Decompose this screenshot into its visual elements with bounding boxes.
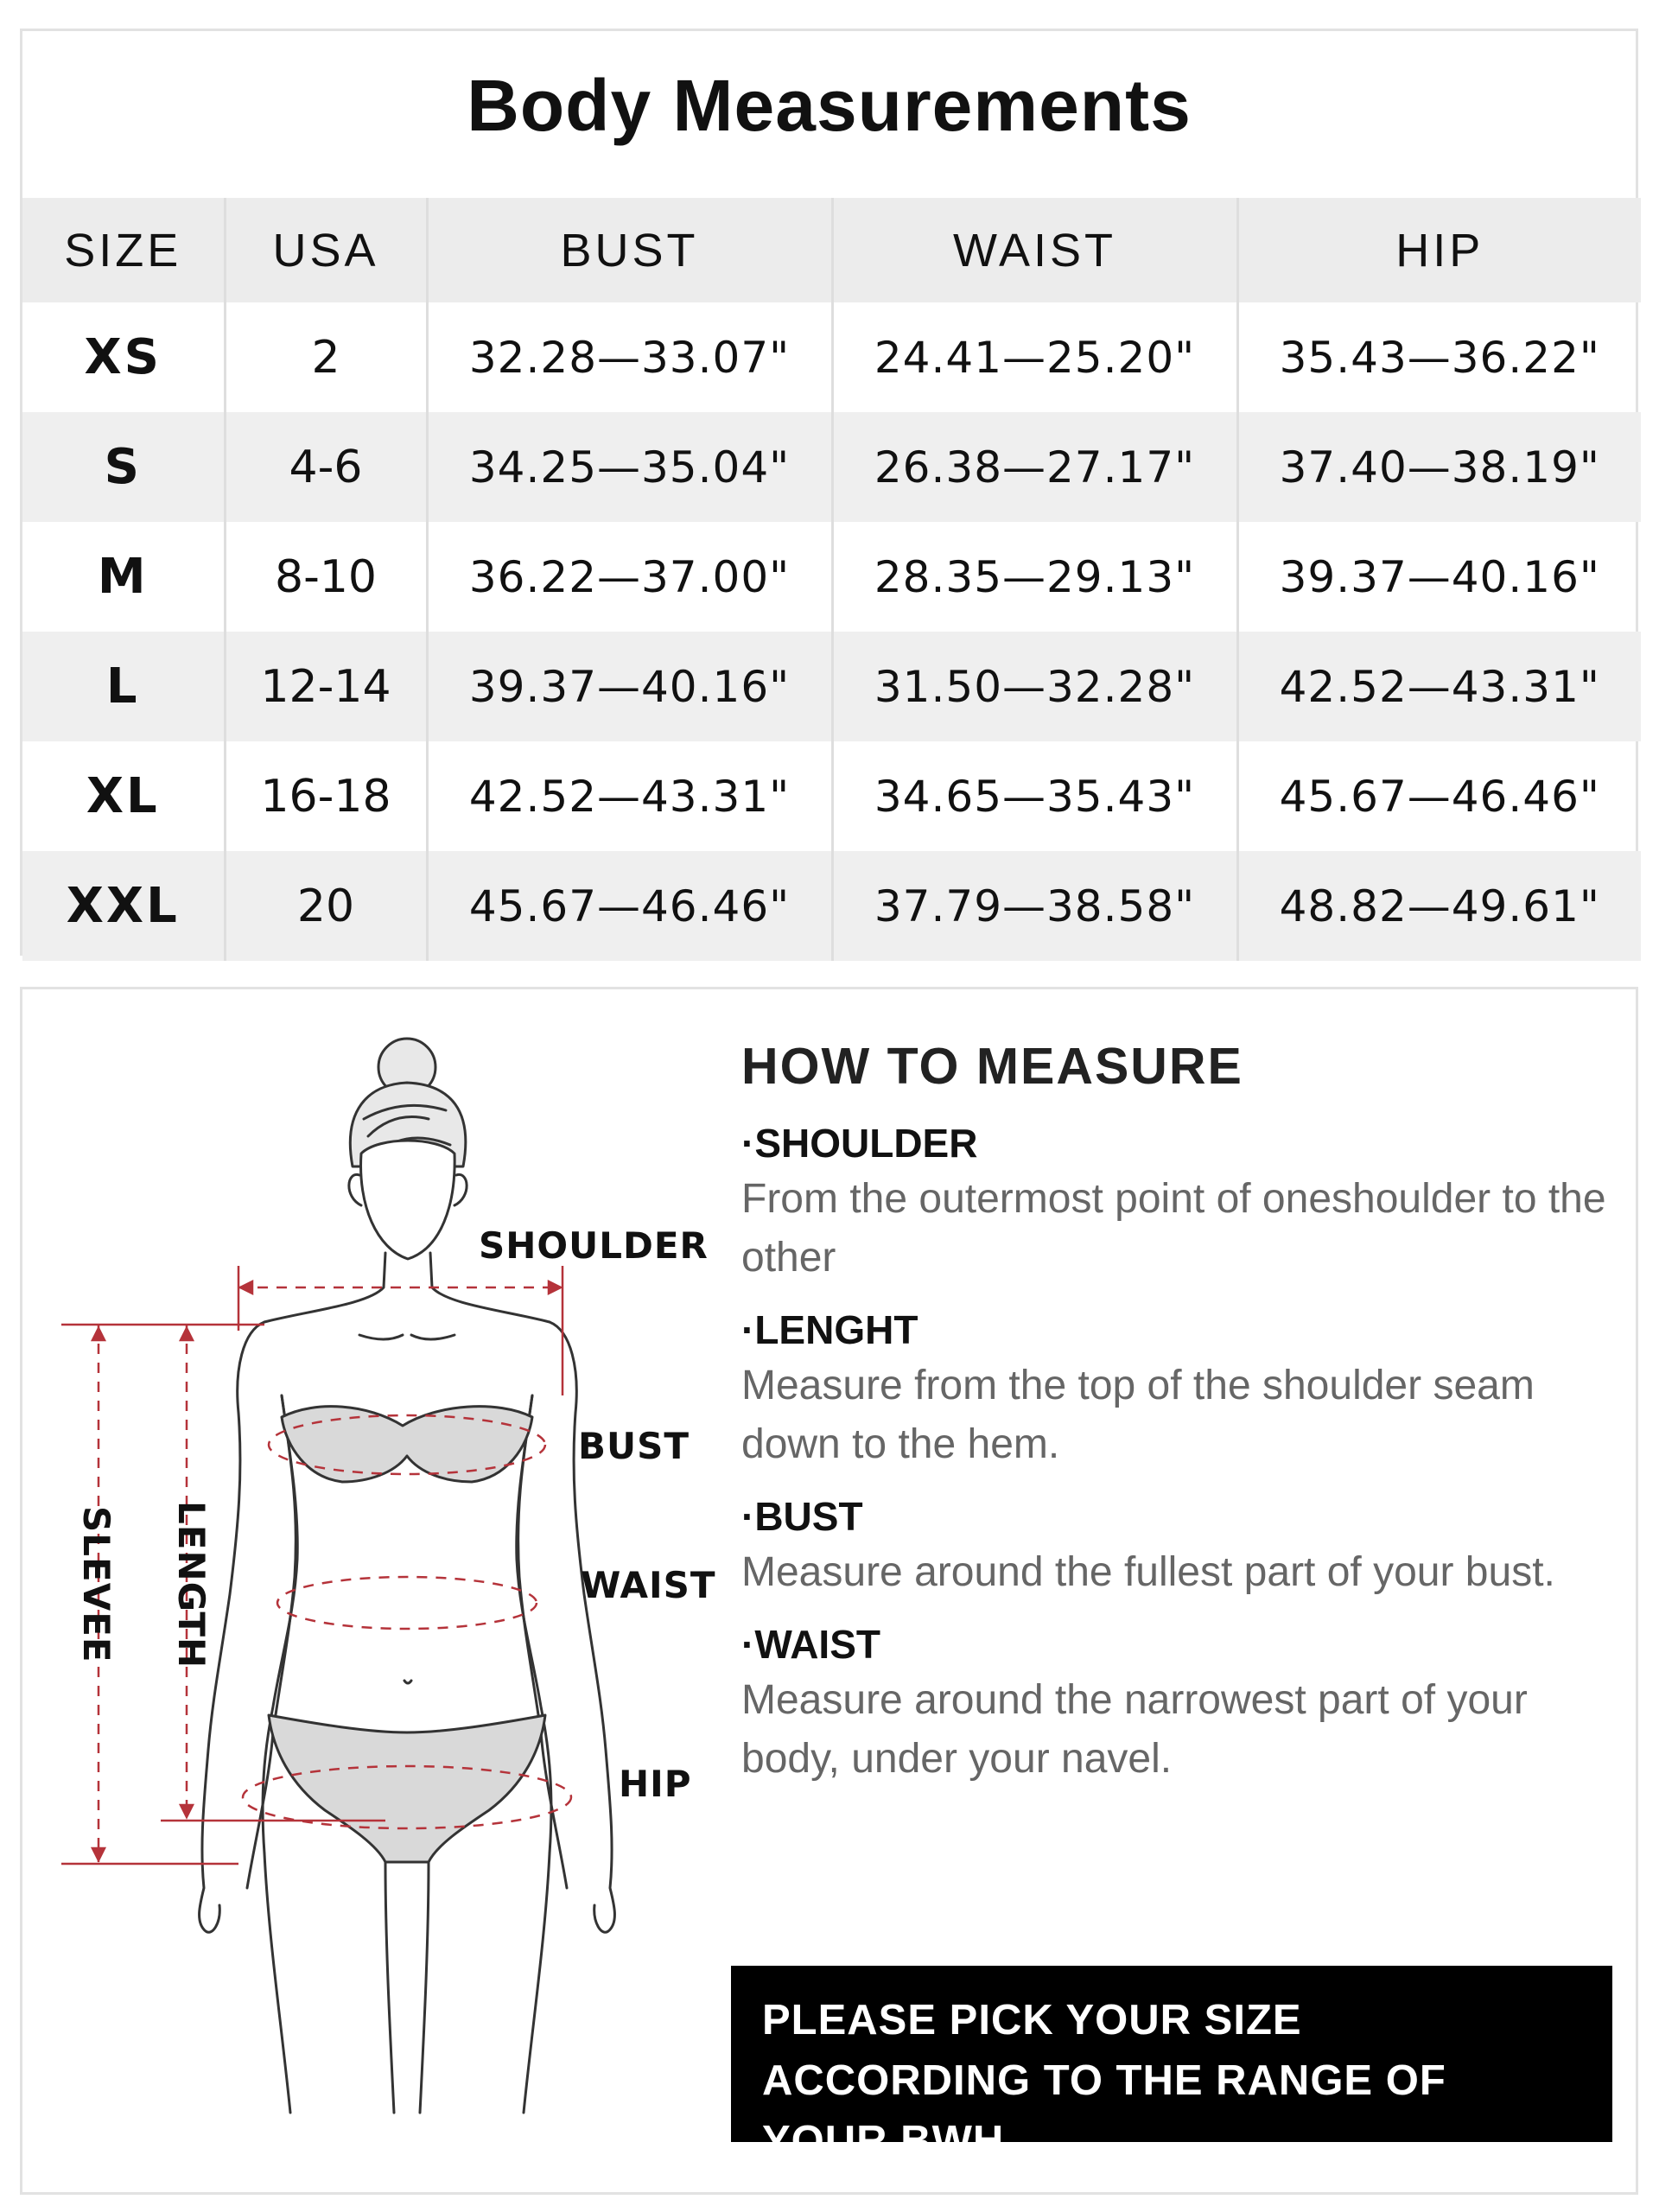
size-chart-table [22,198,1641,961]
instruction-title: ·SHOULDER [741,1121,978,1166]
cell-usa: 12-14 [225,632,427,741]
table-row [22,412,1641,522]
header-waist: WAIST [832,198,1237,302]
instruction-desc: Measure around the narrowest part of your body, under your navel. [741,1677,1528,1782]
length-label: LENGTH [170,1501,213,1669]
header-size: SIZE [22,198,225,302]
cell-size: XXL [22,851,225,961]
cell-usa: 20 [225,851,427,961]
cell-waist: 34.65—35.43" [832,741,1237,851]
instruction-item [741,1493,1614,1602]
bust-label: BUST [578,1425,690,1467]
cell-hip: 48.82—49.61" [1237,851,1641,961]
instruction-title: ·BUST [741,1494,863,1539]
cell-bust: 36.22—37.00" [427,522,832,632]
instruction-item [741,1621,1614,1789]
cell-usa: 4-6 [225,412,427,522]
cell-hip: 37.40—38.19" [1237,412,1641,522]
cell-bust: 42.52—43.31" [427,741,832,851]
cell-size: M [22,522,225,632]
cell-hip: 45.67—46.46" [1279,771,1600,822]
table-row [22,522,1641,632]
instruction-item [741,1120,1614,1287]
instruction-desc: Measure from the top of the shoulder seam down to the hem. [741,1363,1535,1467]
cell-hip: 39.37—40.16" [1279,551,1600,602]
cell-size: XL [22,741,225,851]
cell-hip: 35.43—36.22" [1279,332,1600,383]
header-hip: HIP [1237,198,1641,302]
instruction-title: ·LENGHT [741,1307,918,1352]
how-to-measure-card [20,987,1638,2195]
cell-waist: 24.41—25.20" [832,302,1237,412]
size-chart-card [20,29,1638,956]
page-title: Body Measurements [467,65,1192,146]
table-header-row [22,198,1641,302]
instruction-desc: From the outermost point of oneshoulder to the other [741,1176,1606,1281]
instruction-item [741,1306,1614,1474]
cell-hip: 42.52—43.31" [1237,632,1641,741]
size-notice-banner: PLEASE PICK YOUR SIZE ACCORDING TO THE RANGE OF YOUR BWH. [731,1966,1612,2142]
header-bust: BUST [427,198,832,302]
table-row [22,741,1641,851]
table-row [22,632,1641,741]
cell-bust: 39.37—40.16" [427,632,832,741]
header-usa: USA [225,198,427,302]
cell-waist: 28.35—29.13" [832,522,1237,632]
cell-usa: 8-10 [225,522,427,632]
cell-usa: 2 [225,302,427,412]
cell-bust: 34.25—35.04" [427,412,832,522]
cell-bust: 32.28—33.07" [427,302,832,412]
table-row [22,851,1641,961]
instructions-heading: HOW TO MEASURE [741,1038,1243,1095]
instruction-title: ·WAIST [741,1622,880,1667]
cell-bust: 45.67—46.46" [427,851,832,961]
cell-size: S [22,412,225,522]
cell-waist: 31.50—32.28" [832,632,1237,741]
cell-size: L [22,632,225,741]
cell-waist: 26.38—27.17" [832,412,1237,522]
table-row [22,302,1641,412]
instruction-desc: Measure around the fullest part of your bust. [741,1549,1555,1595]
cell-size: XS [22,302,225,412]
measure-instructions [741,1037,1614,1808]
hip-label: HIP [619,1763,692,1805]
waist-label: WAIST [581,1564,716,1606]
shoulder-label: SHOULDER [479,1224,709,1267]
sleeve-label: SLEVEE [75,1506,118,1663]
cell-waist: 37.79—38.58" [832,851,1237,961]
cell-usa: 16-18 [225,741,427,851]
